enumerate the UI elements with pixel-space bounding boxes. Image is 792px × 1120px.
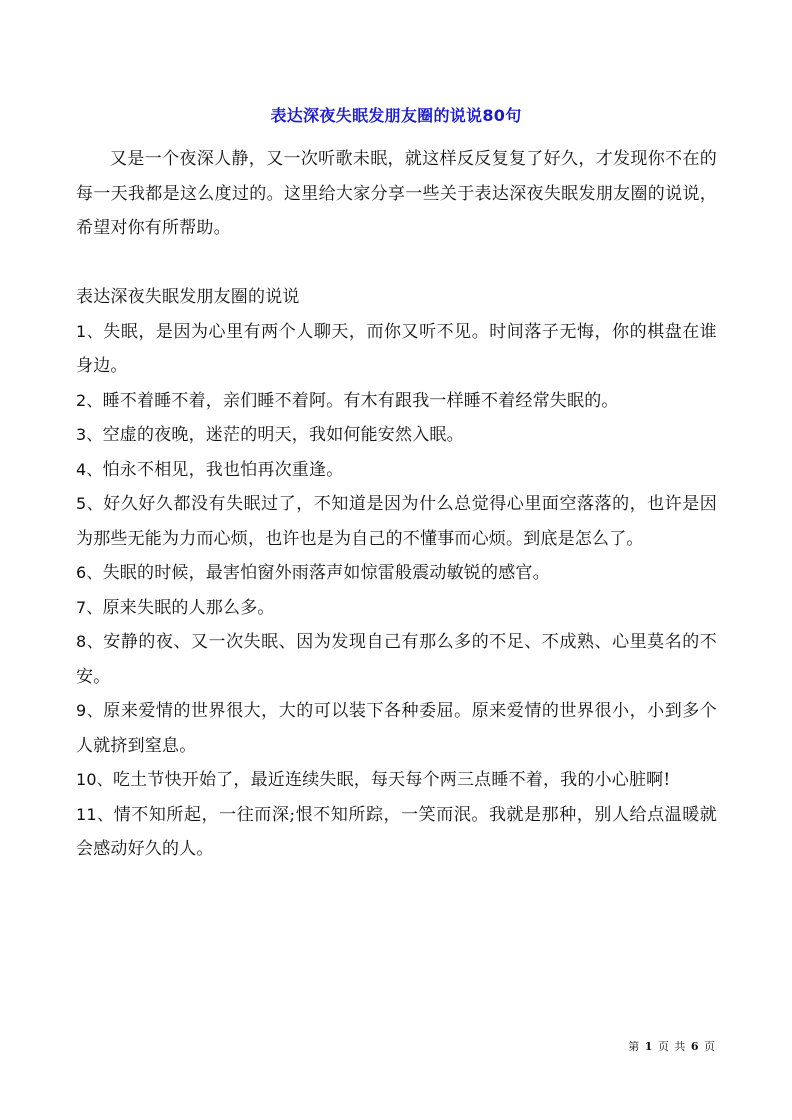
list-item — [76, 798, 717, 867]
item-text: 原来爱情的世界很大，大的可以装下各种委屈。原来爱情的世界很小，小到多个人就挤到窒息。 — [76, 701, 717, 756]
item-text: 好久好久都没有失眠过了，不知道是因为什么总觉得心里面空落落的，也许是因为那些无能为力而心烦，也许也是为自己的不懂事而心烦。到底是怎么了。 — [76, 494, 717, 549]
item-number: 4、 — [76, 459, 103, 479]
section-heading: 表达深夜失眠发朋友圈的说说 — [76, 287, 300, 307]
item-text: 睡不着睡不着，亲们睡不着阿。有木有跟我一样睡不着经常失眠的。 — [102, 390, 619, 411]
item-number: 7、 — [76, 597, 103, 617]
list-item — [76, 315, 717, 384]
item-text: 失眠的时候，最害怕窗外雨落声如惊雷般震动敏锐的感官。 — [102, 563, 550, 583]
item-number: 2、 — [76, 390, 103, 410]
item-number: 6、 — [76, 563, 103, 582]
intro-paragraph: 又是一个夜深人静，又一次听歌未眠，就这样反反复复了好久，才发现你不在的每一天我都是这么度过的。这里给大家分享一些关于表达深夜失眠发朋友圈的说说，希望对你有所帮助。 — [76, 149, 717, 238]
list-item — [76, 418, 717, 453]
list-item — [76, 487, 717, 556]
document-body — [76, 142, 717, 867]
item-text: 原来失眠的人那么多。 — [102, 597, 275, 618]
item-text: 空虚的夜晚，迷茫的明天，我如何能安然入眠。 — [102, 425, 464, 445]
item-text: 失眠，是因为心里有两个人聊天，而你又听不见。时间落子无悔，你的棋盘在谁身边。 — [76, 321, 717, 376]
item-text: 安静的夜、又一次失眠、因为发现自己有那么多的不足、不成熟、心里莫名的不安。 — [76, 632, 717, 687]
footer-page-number: 1 — [644, 1040, 654, 1053]
list-item — [76, 556, 717, 591]
item-text: 怕永不相见，我也怕再次重逢。 — [102, 459, 344, 480]
item-text: 情不知所起，一往而深;恨不知所踪，一笑而泯。我就是那种，别人给点温暖就会感动好久的人。 — [76, 804, 717, 859]
list-item — [76, 453, 717, 488]
item-number: 10、 — [76, 770, 113, 789]
item-number: 9、 — [76, 701, 104, 720]
document-title: 表达深夜失眠发朋友圈的说说80句 — [270, 106, 522, 125]
list-item — [76, 625, 717, 694]
item-number: 5、 — [76, 494, 104, 513]
footer-prefix: 第 — [628, 1040, 641, 1053]
footer-suffix: 页 — [704, 1040, 716, 1053]
item-number: 8、 — [76, 632, 104, 651]
item-number: 3、 — [76, 425, 103, 444]
item-number: 11、 — [76, 804, 114, 824]
list-item — [76, 763, 717, 798]
list-item — [76, 694, 717, 763]
item-number: 1、 — [76, 321, 104, 341]
list-item — [76, 384, 717, 419]
footer-middle: 页 共 — [657, 1040, 687, 1053]
item-text: 吃土节快开始了，最近连续失眠，每天每个两三点睡不着，我的小心脏啊! — [112, 770, 671, 790]
footer-total-pages: 6 — [690, 1040, 700, 1053]
page-footer — [628, 1039, 716, 1055]
list-item — [76, 591, 717, 626]
